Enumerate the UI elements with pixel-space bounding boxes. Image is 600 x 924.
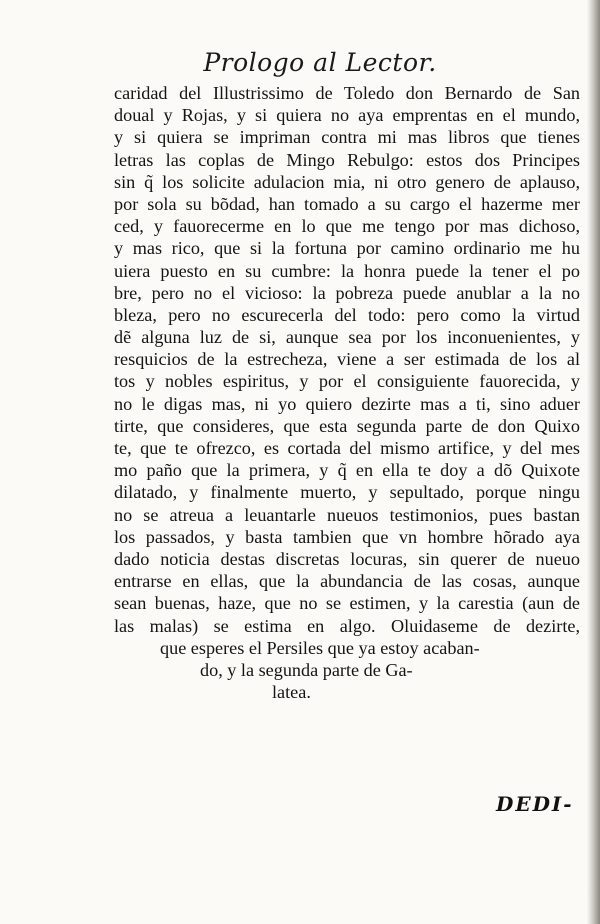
catchword: DEDI- [496, 792, 574, 816]
text-line: letras las coplas de Mingo Rebulgo: estos dos Principes [114, 149, 580, 170]
text-line: sean buenas, haze, que no se estimen, y la carestia (aun de [114, 593, 580, 614]
text-line: bre, pero no el vicioso: la pobreza puede anublar a la no [114, 282, 580, 303]
text-line: y si quiera se impriman contra mi mas libros que tienes [114, 127, 580, 148]
text-line: doual y Rojas, y si quiera no aya emprentas en el mundo, [114, 105, 580, 126]
running-header: Prologo al Lector. [203, 48, 437, 77]
text-line: te, que te ofrezco, es cortada del mismo artifice, y del mes [114, 438, 580, 458]
text-line: no le digas mas, ni yo quiero dezirte mas a ti, sino aduer [114, 393, 580, 414]
text-line: las malas) se estima en algo. Oluidaseme de dezirte, [114, 615, 580, 636]
text-line: latea. [272, 682, 311, 703]
text-line: do, y la segunda parte de Ga- [200, 659, 413, 680]
page-edge-shadow [586, 0, 600, 924]
text-line: dẽ alguna luz de si, aunque sea por los inconuenientes, y [114, 327, 580, 348]
text-line: resquicios de la estrecheza, viene a ser estimada de los al [114, 349, 580, 370]
text-line: dado noticia destas discretas locuras, sin querer de nueuo [114, 548, 580, 569]
text-line: uiera puesto en su cumbre: la honra puede la tener el po [114, 260, 580, 281]
text-line: entrarse en ellas, que la abundancia de las cosas, aunque [114, 571, 580, 592]
text-line: dilatado, y finalmente muerto, y sepultado, porque ningu [114, 482, 580, 503]
text-line: tirte, que consideres, que esta segunda parte de don Quixo [114, 415, 580, 436]
prologue-text-block [114, 82, 580, 703]
text-line: no se atreua a leuantarle nueuos testimonios, pues bastan [114, 504, 580, 525]
text-line: caridad del Illustrissimo de Toledo don Bernardo de San [114, 83, 580, 103]
text-line: por sola su bõdad, han tomado a su cargo el hazerme mer [114, 193, 580, 214]
text-line: tos y nobles espiritus, y por el consiguiente fauorecida, y [114, 371, 580, 392]
text-line: bleza, pero no escurecerla del todo: pero como la virtud [114, 304, 580, 325]
text-line: mo paño que la primera, y q̃ en ella te doy a dõ Quixote [114, 460, 580, 481]
text-line: sin q̃ los solicite adulacion mia, ni otro genero de aplauso, [114, 171, 580, 192]
text-line: que esperes el Persiles que ya estoy acaban- [160, 637, 480, 658]
text-line: los passados, y basta tambien que vn hombre hõrado aya [114, 526, 580, 547]
text-line: ced, y fauorecerme en lo que me tengo por mas dichoso, [114, 216, 580, 237]
text-line: y mas rico, que si la fortuna por camino ordinario me hu [114, 238, 580, 259]
